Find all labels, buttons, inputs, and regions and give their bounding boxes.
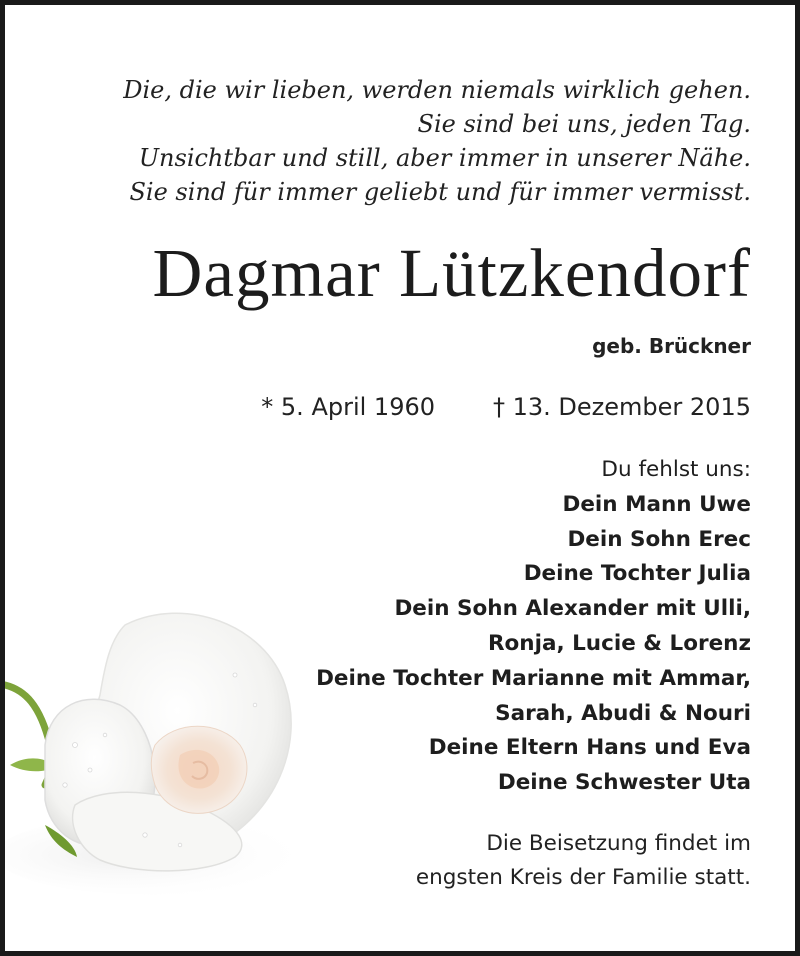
mourner-line: Dein Sohn Alexander mit Ulli, <box>394 596 751 622</box>
mourner-line: Sarah, Abudi & Nouri <box>495 700 751 726</box>
white-rose-image <box>5 595 325 895</box>
mourner-line: Ronja, Lucie & Lorenz <box>487 630 751 656</box>
mourner-line: Deine Eltern Hans und Eva <box>428 735 751 761</box>
mourner-line: Deine Tochter Marianne mit Ammar, <box>316 665 751 691</box>
maiden-name: geb. Brückner <box>592 334 751 358</box>
memorial-poem <box>31 73 751 209</box>
poem-line: Unsichtbar und still, aber immer in unserer Nähe. <box>138 144 751 172</box>
funeral-line: Die Beisetzung findet im <box>486 831 751 856</box>
mourner-line: Deine Schwester Uta <box>497 770 751 796</box>
mourners-intro: Du fehlst uns: <box>601 457 751 482</box>
mourner-line: Deine Tochter Julia <box>523 561 751 587</box>
deceased-name: Dagmar Lützkendorf <box>152 235 751 311</box>
funeral-notice <box>331 827 751 895</box>
poem-line: Sie sind bei uns, jeden Tag. <box>417 110 751 138</box>
mourner-line: Dein Mann Uwe <box>562 491 751 517</box>
death-date: † 13. Dezember 2015 <box>493 393 751 421</box>
poem-line: Sie sind für immer geliebt und für immer vermisst. <box>129 178 751 206</box>
birth-date: * 5. April 1960 <box>261 393 435 421</box>
life-dates <box>261 391 751 423</box>
poem-line: Die, die wir lieben, werden niemals wirklich gehen. <box>123 76 751 104</box>
funeral-line: engsten Kreis der Familie statt. <box>415 865 751 890</box>
mourner-line: Dein Sohn Erec <box>567 526 751 552</box>
